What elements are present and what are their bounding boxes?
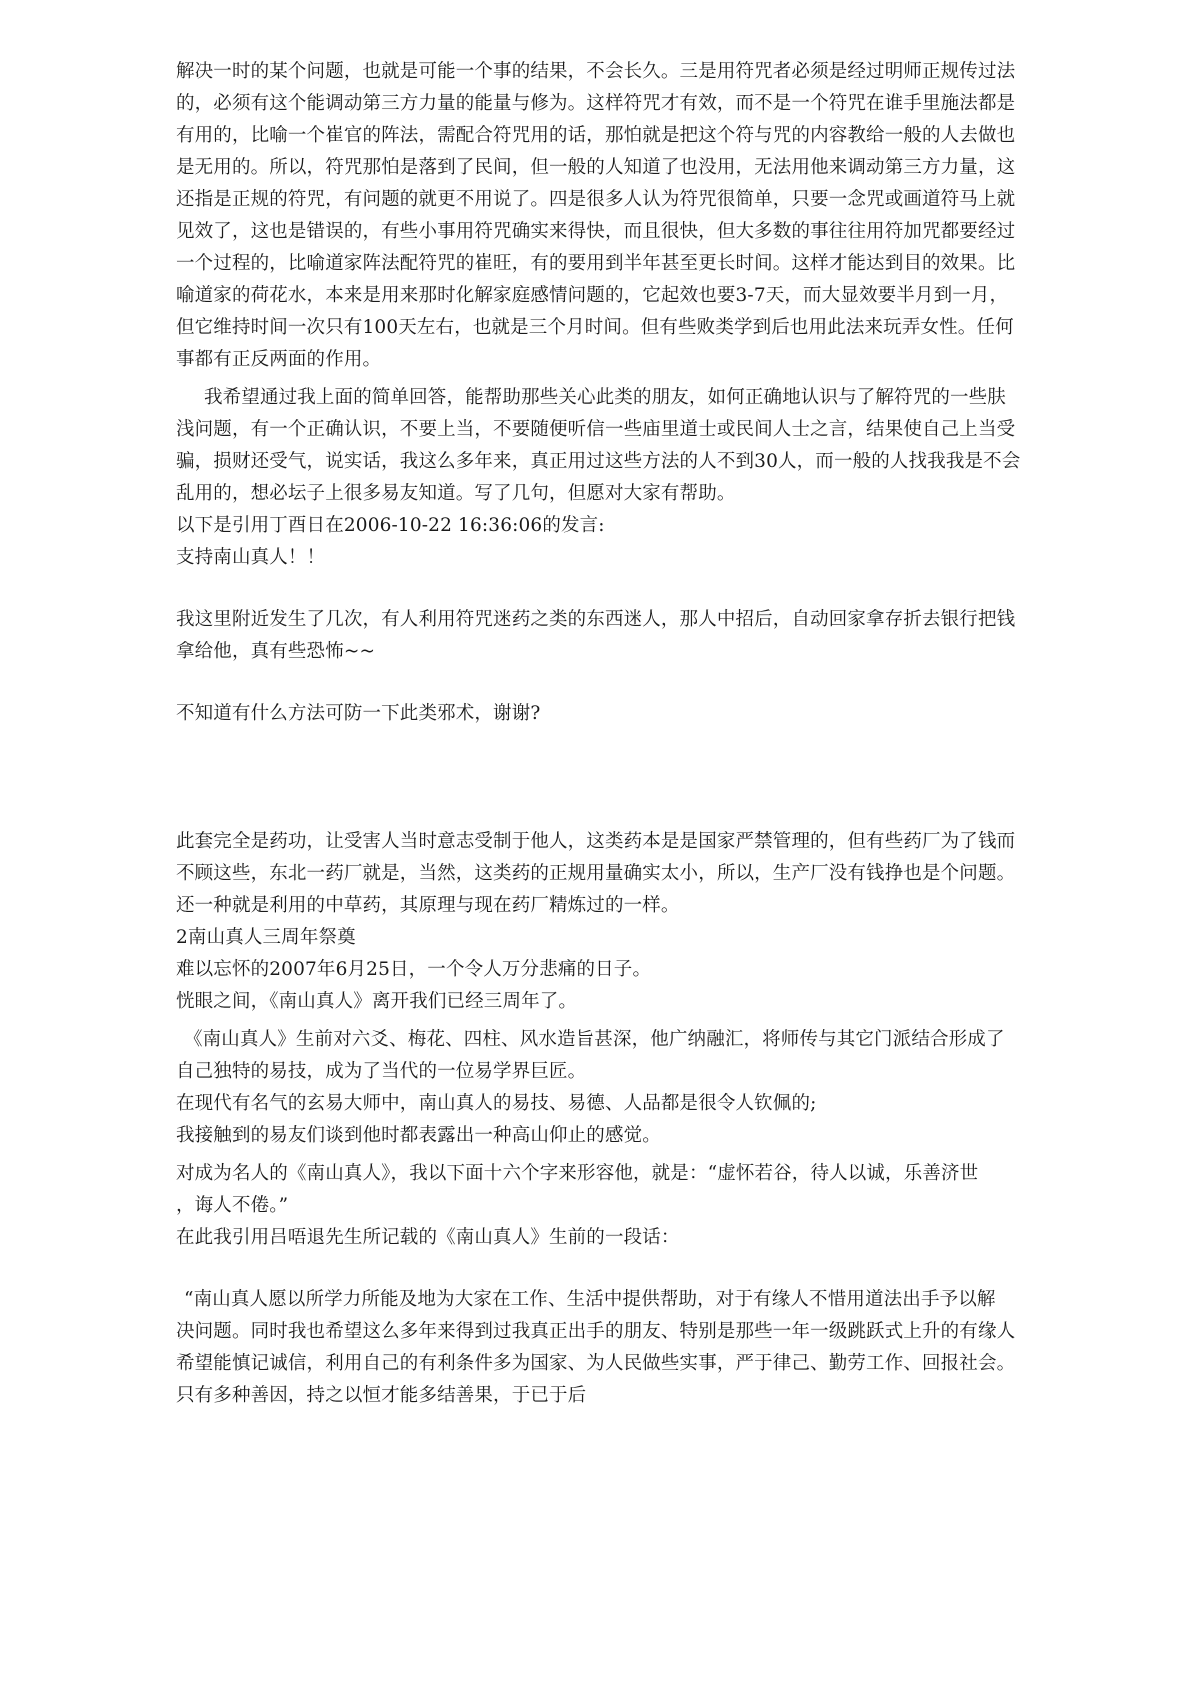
text-line: 一个过程的，比喻道家阵法配符咒的崔旺，有的要用到半年甚至更长时间。这样才能达到目的效果。比 xyxy=(176,253,1016,274)
paragraph-closing-advice xyxy=(176,382,1020,510)
praise-line: 在现代有名气的玄易大师中，南山真人的易技、易德、人品都是很令人钦佩的; xyxy=(176,1093,817,1114)
final-quote-paragraph xyxy=(176,1284,1020,1412)
text-line: 骗，损财还受气，说实话，我这么多年来，真正用过这些方法的人不到30人，而一般的人找我我是不会 xyxy=(176,451,1021,472)
text-line: 但它维持时间一次只有100天左右，也就是三个月时间。但有些败类学到后也用此法来玩弄女性。任何 xyxy=(176,317,1014,338)
memorial-date-line: 难以忘怀的2007年6月25日，一个令人万分悲痛的日子。 xyxy=(176,959,652,980)
answer-paragraph xyxy=(176,826,1020,922)
document-body xyxy=(176,56,1020,1412)
text-line: 事都有正反两面的作用。 xyxy=(176,349,382,370)
text-line: 见效了，这也是错误的，有些小事用符咒确实来得快，而且很快，但大多数的事往往用符加咒都要经过 xyxy=(176,221,1016,242)
text-line: 我这里附近发生了几次，有人利用符咒迷药之类的东西迷人，那人中招后，自动回家拿存折去银行把钱 xyxy=(176,609,1016,630)
praise-line: 我接触到的易友们谈到他时都表露出一种高山仰止的感觉。 xyxy=(176,1125,661,1146)
quote-support-line: 支持南山真人！！ xyxy=(176,547,326,568)
text-line: 还一种就是利用的中草药，其原理与现在药厂精炼过的一样。 xyxy=(176,895,680,916)
text-line: 还指是正规的符咒，有问题的就更不用说了。四是很多人认为符咒很简单，只要一念咒或画道符马上就 xyxy=(176,189,1016,210)
text-line: ，诲人不倦。” xyxy=(176,1195,289,1216)
cite-intro: 在此我引用吕唔退先生所记载的《南山真人》生前的一段话： xyxy=(176,1227,680,1248)
text-line: 乱用的，想必坛子上很多易友知道。写了几句，但愿对大家有帮助。 xyxy=(176,483,736,504)
text-line: 的，必须有这个能调动第三方力量的能量与修为。这样符咒才有效，而不是一个符咒在谁手里施法都是 xyxy=(176,93,1016,114)
text-line: 希望能慎记诚信，利用自己的有利条件多为国家、为人民做些实事，严于律己、勤劳工作、回报社会。 xyxy=(176,1353,1016,1374)
describe-paragraph xyxy=(176,1158,1020,1222)
quote-question: 不知道有什么方法可防一下此类邪术，谢谢? xyxy=(176,703,541,724)
text-line: “南山真人愿以所学力所能及地为大家在工作、生活中提供帮助，对于有缘人不惜用道法出手予以解 xyxy=(184,1289,996,1310)
text-line: 拿给他，真有些恐怖~~ xyxy=(176,641,376,662)
text-line: 此套完全是药功，让受害人当时意志受制于他人，这类药本是是国家严禁管理的，但有些药厂为了钱而 xyxy=(176,831,1016,852)
quote-body xyxy=(176,604,1020,668)
quote-header: 以下是引用丁酉日在2006-10-22 16:36:06的发言: xyxy=(176,515,605,536)
text-line: 自己独特的易技，成为了当代的一位易学界巨匠。 xyxy=(176,1061,587,1082)
memorial-time-line: 恍眼之间，《南山真人》离开我们已经三周年了。 xyxy=(176,991,578,1012)
text-line: 决问题。同时我也希望这么多年来得到过我真正出手的朋友、特别是那些一年一级跳跃式上升的有缘人 xyxy=(176,1321,1016,1342)
text-line: 不顾这些，东北一药厂就是，当然，这类药的正规用量确实太小，所以，生产厂没有钱挣也是个问题。 xyxy=(176,863,1016,884)
text-line: 喻道家的荷花水，本来是用来那时化解家庭感情问题的，它起效也要3-7天，而大显效要半月到一月， xyxy=(176,285,1009,306)
text-line: 只有多种善因，持之以恒才能多结善果，于已于后 xyxy=(176,1385,587,1406)
section-title: 2南山真人三周年祭奠 xyxy=(176,927,356,948)
text-line: 《南山真人》生前对六爻、梅花、四柱、风水造旨甚深，他广纳融汇，将师传与其它门派结合形成了 xyxy=(184,1029,1005,1050)
text-line: 有用的，比喻一个崔官的阵法，需配合符咒用的话，那怕就是把这个符与咒的内容教给一般的人去做也 xyxy=(176,125,1016,146)
text-line: 对成为名人的《南山真人》，我以下面十六个字来形容他，就是：“虚怀若谷，待人以诚，乐善济世 xyxy=(176,1163,979,1184)
text-line: 解决一时的某个问题，也就是可能一个事的结果，不会长久。三是用符咒者必须是经过明师正规传过法 xyxy=(176,61,1016,82)
memorial-paragraph xyxy=(176,1024,1020,1088)
text-line: 浅问题，有一个正确认识，不要上当，不要随便听信一些庙里道士或民间人士之言，结果使自己上当受 xyxy=(176,419,1016,440)
paragraph-talisman-explanation xyxy=(176,56,1020,376)
text-line: 是无用的。所以，符咒那怕是落到了民间，但一般的人知道了也没用，无法用他来调动第三方力量，这 xyxy=(176,157,1016,178)
text-line: 我希望通过我上面的简单回答，能帮助那些关心此类的朋友，如何正确地认识与了解符咒的一些肤 xyxy=(204,387,1006,408)
